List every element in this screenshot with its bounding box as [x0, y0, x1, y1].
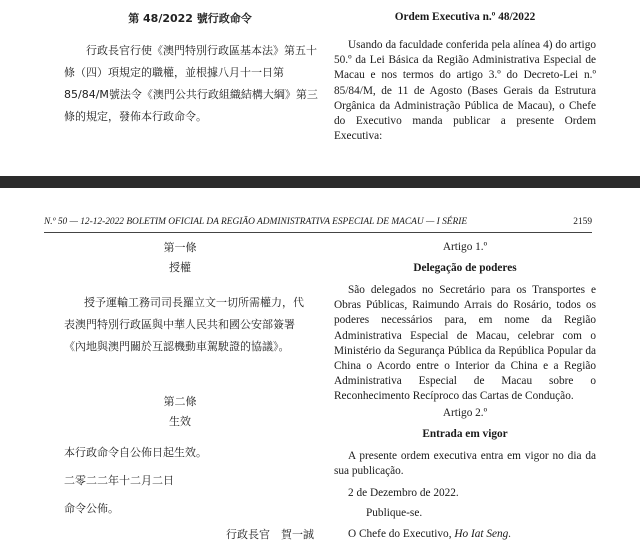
- page-separator: [0, 176, 640, 188]
- zh-art1-number: 第一條: [163, 241, 197, 254]
- zh-art2-text: 本行政命令自公佈日起生效。: [64, 446, 207, 459]
- zh-preamble: 行政長官行使《澳門特別行政區基本法》第五十條（四）項規定的職權，並根據八月十一日第85/84/M號法令《澳門公共行政組織結構大綱》第三條的規定，發佈本行政命令。: [64, 44, 318, 123]
- header-title: N.º 50 — 12-12-2022 BOLETIM OFICIAL DA REGIÃO ADMINISTRATIVA ESPECIAL DE MACAU — I SÉRIE: [44, 217, 468, 227]
- pt-publish: Publique-se.: [366, 507, 423, 519]
- pt-date: 2 de Dezembro de 2022.: [348, 487, 459, 499]
- zh-art2-title: 生效: [169, 415, 191, 428]
- pt-art1-title: Delegação de poderes: [413, 262, 517, 274]
- zh-date: 二零二二年十二月二日: [64, 474, 174, 487]
- header-rule: [44, 232, 592, 233]
- zh-order-title: 第 48/2022 號行政命令: [128, 12, 252, 25]
- zh-art2-number: 第二條: [163, 395, 197, 408]
- pt-signature-prefix: O Chefe do Executivo,: [348, 528, 455, 540]
- pt-art2-text: A presente ordem executiva entra em vigor no dia da sua publicação.: [334, 450, 596, 478]
- zh-art1-text: 授予運輸工務司司長羅立文一切所需權力，代表澳門特別行政區與中華人民共和國公安部簽署《內地與澳門關於互認機動車駕駛證的協議》。: [64, 296, 304, 353]
- zh-signature: 行政長官 賀一誠: [226, 528, 314, 541]
- pt-art2-title: Entrada em vigor: [422, 428, 508, 440]
- pt-art1-text: São delegados no Secretário para os Transportes e Obras Públicas, Raimundo Arrais do Rosário, todos os poderes necessários para, em nome da Região Administrativa Especial de Macau, celebrar com o Ministério da Segurança Pública da República Popular da China o Acordo entre o Interior da China e a Região Administrativa Especial de Macau sobre o Reconhecimento Recíproco das Cartas de Condução.: [334, 284, 596, 403]
- pt-preamble: Usando da faculdade conferida pela alínea 4) do artigo 50.º da Lei Básica da Região Administrativa Especial de Macau e nos termos do artigo 3.º do Decreto-Lei n.º 85/84/M, de 11 de Agosto (Bases Gerais da Estrutura Orgânica da Administração Pública de Macau), o Chefe do Executivo manda publicar a presente Ordem Executiva:: [334, 39, 596, 143]
- pt-art2-number: Artigo 2.º: [442, 407, 488, 419]
- pt-signature-name: Ho Iat Seng.: [454, 528, 512, 540]
- zh-art1-title: 授權: [169, 261, 191, 274]
- pt-signature: [334, 527, 596, 542]
- pt-order-title: Ordem Executiva n.º 48/2022: [394, 11, 536, 23]
- pt-art1-number: Artigo 1.º: [442, 241, 488, 253]
- zh-publish: 命令公佈。: [64, 502, 119, 515]
- top-page-fragment: [0, 0, 640, 176]
- page-number: 2159: [573, 217, 592, 227]
- running-header: [44, 217, 592, 233]
